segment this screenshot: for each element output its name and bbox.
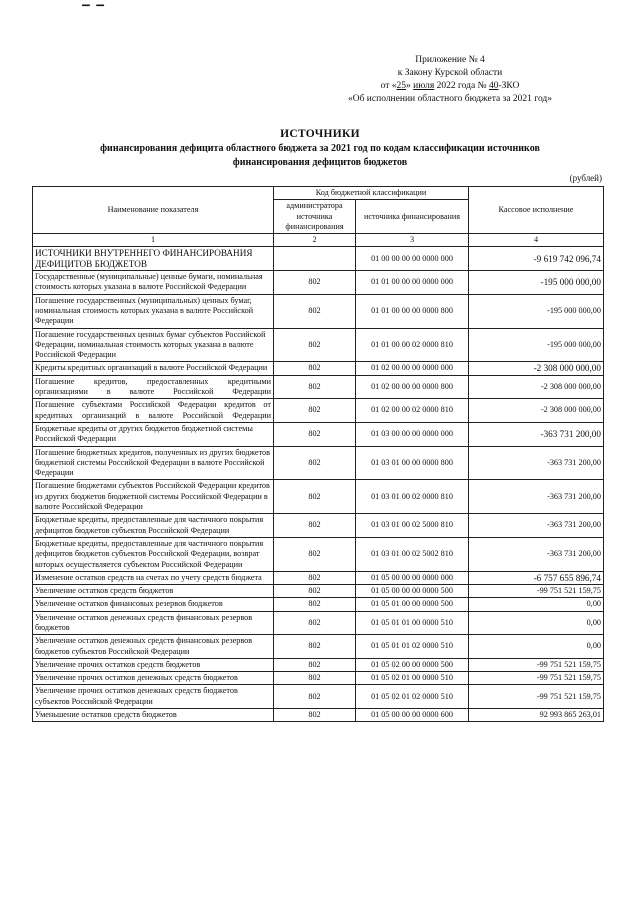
row-admin: 802 [274, 709, 356, 722]
table-row [33, 598, 604, 611]
row-code: 01 05 01 01 00 0000 510 [356, 611, 469, 635]
row-code: 01 05 02 00 00 0000 500 [356, 658, 469, 671]
row-amount: -363 731 200,00 [469, 537, 604, 571]
header-source: источника финансирования [356, 200, 469, 234]
row-code: 01 03 01 00 00 0000 800 [356, 446, 469, 480]
table-row [33, 362, 604, 375]
row-name: Погашение бюджетами субъектов Российской Федерации кредитов из других бюджетов бюджетной системы Российской Федерации в валюте Российской Федерации [33, 480, 274, 514]
row-amount: -363 731 200,00 [469, 446, 604, 480]
row-amount: -363 731 200,00 [469, 480, 604, 514]
table-row [33, 537, 604, 571]
financing-sources-table [32, 186, 604, 722]
row-admin: 802 [274, 362, 356, 375]
header-col-4: 4 [469, 234, 604, 247]
row-code: 01 03 01 00 02 5000 810 [356, 514, 469, 538]
row-amount: -99 751 521 159,75 [469, 685, 604, 709]
table-row [33, 514, 604, 538]
row-amount: -6 757 655 896,74 [469, 571, 604, 584]
row-name: Кредиты кредитных организаций в валюте Российской Федерации [33, 362, 274, 375]
row-name: ИСТОЧНИКИ ВНУТРЕННЕГО ФИНАНСИРОВАНИЯ ДЕФИЦИТОВ БЮДЖЕТОВ [33, 247, 274, 271]
row-amount: 92 993 865 263,01 [469, 709, 604, 722]
row-code: 01 03 01 00 02 5002 810 [356, 537, 469, 571]
row-admin: 802 [274, 514, 356, 538]
row-code: 01 03 01 00 02 0000 810 [356, 480, 469, 514]
header-name: Наименование показателя [33, 187, 274, 234]
table-row [33, 611, 604, 635]
table-row [33, 571, 604, 584]
table-row [33, 585, 604, 598]
row-code: 01 05 01 00 00 0000 500 [356, 598, 469, 611]
row-code: 01 02 00 00 02 0000 810 [356, 399, 469, 423]
row-name: Увеличение прочих остатков средств бюджетов [33, 658, 274, 671]
row-name: Изменение остатков средств на счетах по учету средств бюджета [33, 571, 274, 584]
row-name: Погашение бюджетных кредитов, полученных из других бюджетов бюджетной системы Российской Федерации в валюте Российской Федерации [33, 446, 274, 480]
row-admin: 802 [274, 480, 356, 514]
row-admin: 802 [274, 672, 356, 685]
row-name: Уменьшение остатков средств бюджетов [33, 709, 274, 722]
row-amount: -363 731 200,00 [469, 514, 604, 538]
header-col-1: 1 [33, 234, 274, 247]
row-admin: 802 [274, 399, 356, 423]
row-code: 01 01 00 00 02 0000 810 [356, 328, 469, 362]
row-name: Увеличение остатков денежных средств финансовых резервов бюджетов субъектов Российской Федерации [33, 635, 274, 659]
row-amount: -2 308 000 000,00 [469, 399, 604, 423]
table-row [33, 294, 604, 328]
appendix-day: 25 [396, 81, 407, 91]
row-name: Погашение субъектами Российской Федерации кредитов от кредитных организаций в валюте Российской Федерации [33, 399, 274, 423]
row-admin: 802 [274, 571, 356, 584]
row-name: Увеличение остатков денежных средств финансовых резервов бюджетов [33, 611, 274, 635]
header-col-3: 3 [356, 234, 469, 247]
row-amount: -195 000 000,00 [469, 328, 604, 362]
header-code-group: Код бюджетной классификации [274, 187, 469, 200]
row-amount: -195 000 000,00 [469, 271, 604, 295]
row-amount: -99 751 521 159,75 [469, 585, 604, 598]
table-row [33, 446, 604, 480]
row-name: Увеличение остатков финансовых резервов бюджетов [33, 598, 274, 611]
corner-marks: ▔ ▔ [82, 6, 106, 17]
row-name: Бюджетные кредиты, предоставленные для частичного покрытия дефицитов бюджетов субъектов Российской Федерации [33, 514, 274, 538]
row-name: Увеличение прочих остатков денежных средств бюджетов [33, 672, 274, 685]
header-admin: администратора источника финансирования [274, 200, 356, 234]
row-admin: 802 [274, 685, 356, 709]
table-row [33, 658, 604, 671]
page-title: ИСТОЧНИКИ [280, 128, 360, 140]
appendix-number: Приложение № 4 [415, 55, 485, 65]
row-admin [274, 247, 356, 271]
row-code: 01 01 00 00 00 0000 000 [356, 271, 469, 295]
table-row [33, 399, 604, 423]
row-admin: 802 [274, 375, 356, 399]
header-amount: Кассовое исполнение [469, 187, 604, 234]
row-code: 01 05 00 00 00 0000 600 [356, 709, 469, 722]
appendix-date: от «25» июля 2022 года № 40-ЗКО [380, 81, 520, 91]
row-amount: -99 751 521 159,75 [469, 658, 604, 671]
appendix-law-number: 40 [488, 81, 499, 91]
row-admin: 802 [274, 611, 356, 635]
appendix-header [300, 54, 600, 106]
row-code: 01 02 00 00 00 0000 800 [356, 375, 469, 399]
appendix-law: к Закону Курской области [397, 68, 503, 78]
appendix-month: июля [413, 81, 435, 91]
row-name: Бюджетные кредиты от других бюджетов бюджетной системы Российской Федерации [33, 422, 274, 446]
table-row [33, 672, 604, 685]
row-code: 01 05 02 01 02 0000 510 [356, 685, 469, 709]
row-admin: 802 [274, 271, 356, 295]
row-admin: 802 [274, 446, 356, 480]
units-label: (рублей) [569, 173, 602, 183]
row-admin: 802 [274, 294, 356, 328]
row-amount: -2 308 000 000,00 [469, 375, 604, 399]
row-amount: -99 751 521 159,75 [469, 672, 604, 685]
row-name: Погашение государственных (муниципальных) ценных бумаг, номинальная стоимость которых указана в валюте Российской Федерации [33, 294, 274, 328]
row-code: 01 02 00 00 00 0000 000 [356, 362, 469, 375]
row-amount: -363 731 200,00 [469, 422, 604, 446]
table-row [33, 480, 604, 514]
row-name: Погашение кредитов, предоставленных кредитными организациями в валюте Российской Федерации [33, 375, 274, 399]
row-name: Увеличение остатков средств бюджетов [33, 585, 274, 598]
row-name: Погашение государственных ценных бумаг субъектов Российской Федерации, номинальная стоимость которых указана в валюте Российской Федерации [33, 328, 274, 362]
row-amount: 0,00 [469, 611, 604, 635]
table-row [33, 375, 604, 399]
row-admin: 802 [274, 635, 356, 659]
row-amount: -195 000 000,00 [469, 294, 604, 328]
row-admin: 802 [274, 537, 356, 571]
row-name: Государственные (муниципальные) ценные бумаги, номинальная стоимость которых указана в валюте Российской Федерации [33, 271, 274, 295]
table-row [33, 271, 604, 295]
header-col-2: 2 [274, 234, 356, 247]
table-row [33, 685, 604, 709]
row-amount: -9 619 742 096,74 [469, 247, 604, 271]
table-row [33, 709, 604, 722]
row-code: 01 00 00 00 00 0000 000 [356, 247, 469, 271]
row-code: 01 05 02 01 00 0000 510 [356, 672, 469, 685]
table-row [33, 635, 604, 659]
table-row [33, 247, 604, 271]
row-name: Увеличение прочих остатков денежных средств бюджетов субъектов Российской Федерации [33, 685, 274, 709]
row-admin: 802 [274, 328, 356, 362]
row-code: 01 05 00 00 00 0000 500 [356, 585, 469, 598]
row-admin: 802 [274, 658, 356, 671]
table-row [33, 328, 604, 362]
appendix-law-title: «Об исполнении областного бюджета за 2021 год» [347, 94, 553, 104]
row-amount: -2 308 000 000,00 [469, 362, 604, 375]
row-amount: 0,00 [469, 598, 604, 611]
row-admin: 802 [274, 422, 356, 446]
row-code: 01 05 00 00 00 0000 000 [356, 571, 469, 584]
row-code: 01 01 00 00 00 0000 800 [356, 294, 469, 328]
row-code: 01 03 00 00 00 0000 000 [356, 422, 469, 446]
page-subtitle: финансирования дефицита областного бюджета за 2021 год по кодам классификации источников финансирования дефицитов бюджетов [100, 143, 540, 168]
row-name: Бюджетные кредиты, предоставленные для частичного покрытия дефицитов бюджетов субъектов Российской Федерации, возврат которых осуществляется субъектом Российской Федерации [33, 537, 274, 571]
row-admin: 802 [274, 598, 356, 611]
row-amount: 0,00 [469, 635, 604, 659]
row-admin: 802 [274, 585, 356, 598]
table-row [33, 422, 604, 446]
row-code: 01 05 01 01 02 0000 510 [356, 635, 469, 659]
